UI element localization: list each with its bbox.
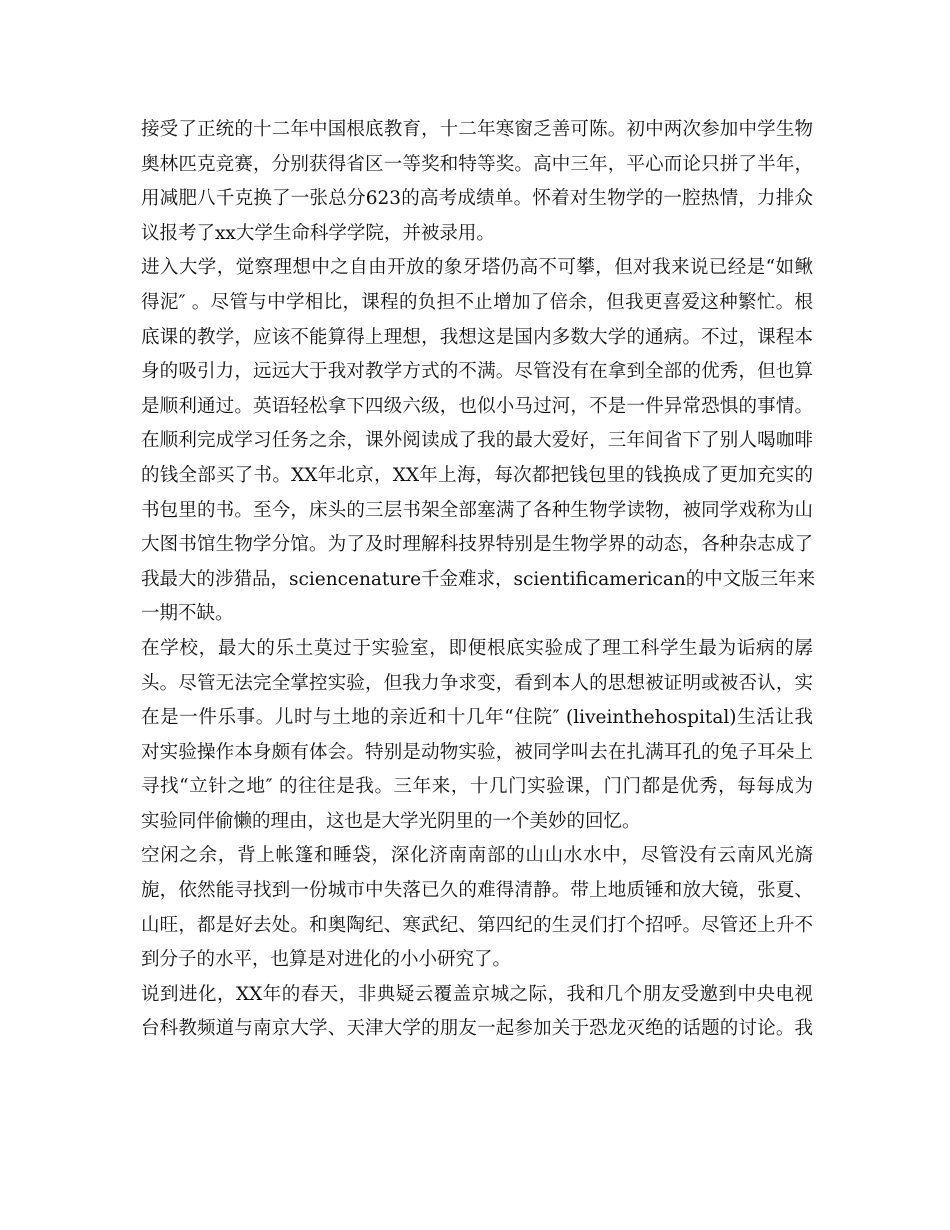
text-line: 是顺利通过。英语轻松拿下四级六级，也似小马过河，不是一件异常恐惧的事情。: [141, 395, 813, 417]
text-line: 到分子的水平，也算是对进化的小小研究了。: [141, 949, 512, 971]
text-line: 的钱全部买了书。XX年北京，XX年上海，每次都把钱包里的钱换成了更加充实的: [141, 464, 813, 486]
text-line: 实验同伴偷懒的理由，这也是大学光阴里的一个美妙的回忆。: [141, 810, 641, 832]
text-line: 奥林匹克竞赛，分别获得省区一等奖和特等奖。高中三年，平心而论只拼了半年，: [141, 153, 813, 175]
text-line: 我最大的涉猎品，sciencenature千金难求，scientificamerican的中文版三年来: [141, 568, 816, 590]
text-line: 议报考了xx大学生命科学学院，并被录用。: [141, 222, 495, 244]
text-line: 大图书馆生物学分馆。为了及时理解科技界特别是生物学界的动态，各种杂志成了: [141, 534, 813, 556]
text-line: 在顺利完成学习任务之余，课外阅读成了我的最大爱好，三年间省下了别人喝咖啡: [141, 430, 813, 452]
text-line: 用减肥八千克换了一张总分623的高考成绩单。怀着对生物学的一腔热情，力排众: [141, 188, 813, 210]
text-line: 在是一件乐事。儿时与土地的亲近和十几年“住院″ (liveinthehospital)生活让我: [141, 707, 813, 729]
text-line: 山旺，都是好去处。和奥陶纪、寒武纪、第四纪的生灵们打个招呼。尽管还上升不: [141, 914, 813, 936]
text-line: 得泥″ 。尽管与中学相比，课程的负担不止增加了倍余，但我更喜爱这种繁忙。根: [141, 291, 813, 313]
text-line: 旎，依然能寻找到一份城市中失落已久的难得清静。带上地质锤和放大镜，张夏、: [141, 880, 813, 902]
text-line: 一期不缺。: [141, 603, 234, 625]
text-line: 说到进化，XX年的春天，非典疑云覆盖京城之际，我和几个朋友受邀到中央电视: [141, 983, 813, 1005]
text-line: 寻找“立针之地″ 的往往是我。三年来，十几门实验课，门门都是优秀，每每成为: [141, 776, 813, 798]
text-line: 在学校，最大的乐土莫过于实验室，即便根底实验成了理工科学生最为诟病的孱: [141, 637, 813, 659]
text-line: 对实验操作本身颇有体会。特别是动物实验，被同学叫去在扎满耳孔的兔子耳朵上: [141, 741, 813, 763]
text-line: 台科教频道与南京大学、天津大学的朋友一起参加关于恐龙灭绝的话题的讨论。我: [141, 1018, 813, 1040]
text-line: 空闲之余，背上帐篷和睡袋，深化济南南部的山山水水中，尽管没有云南风光旖: [141, 845, 813, 867]
body-text: [141, 113, 816, 1047]
text-line: 身的吸引力，远远大于我对教学方式的不满。尽管没有在拿到全部的优秀，但也算: [141, 361, 813, 383]
text-line: 头。尽管无法完全掌控实验，但我力争求变，看到本人的思想被证明或被否认，实: [141, 672, 813, 694]
text-line: 底课的教学，应该不能算得上理想，我想这是国内多数大学的通病。不过，课程本: [141, 326, 813, 348]
text-line: 书包里的书。至今，床头的三层书架全部塞满了各种生物学读物，被同学戏称为山: [141, 499, 813, 521]
text-line: 接受了正统的十二年中国根底教育，十二年寒窗乏善可陈。初中两次参加中学生物: [141, 119, 813, 140]
text-line: 进入大学，觉察理想中之自由开放的象牙塔仍高不可攀，但对我来说已经是“如鳅: [141, 257, 813, 279]
